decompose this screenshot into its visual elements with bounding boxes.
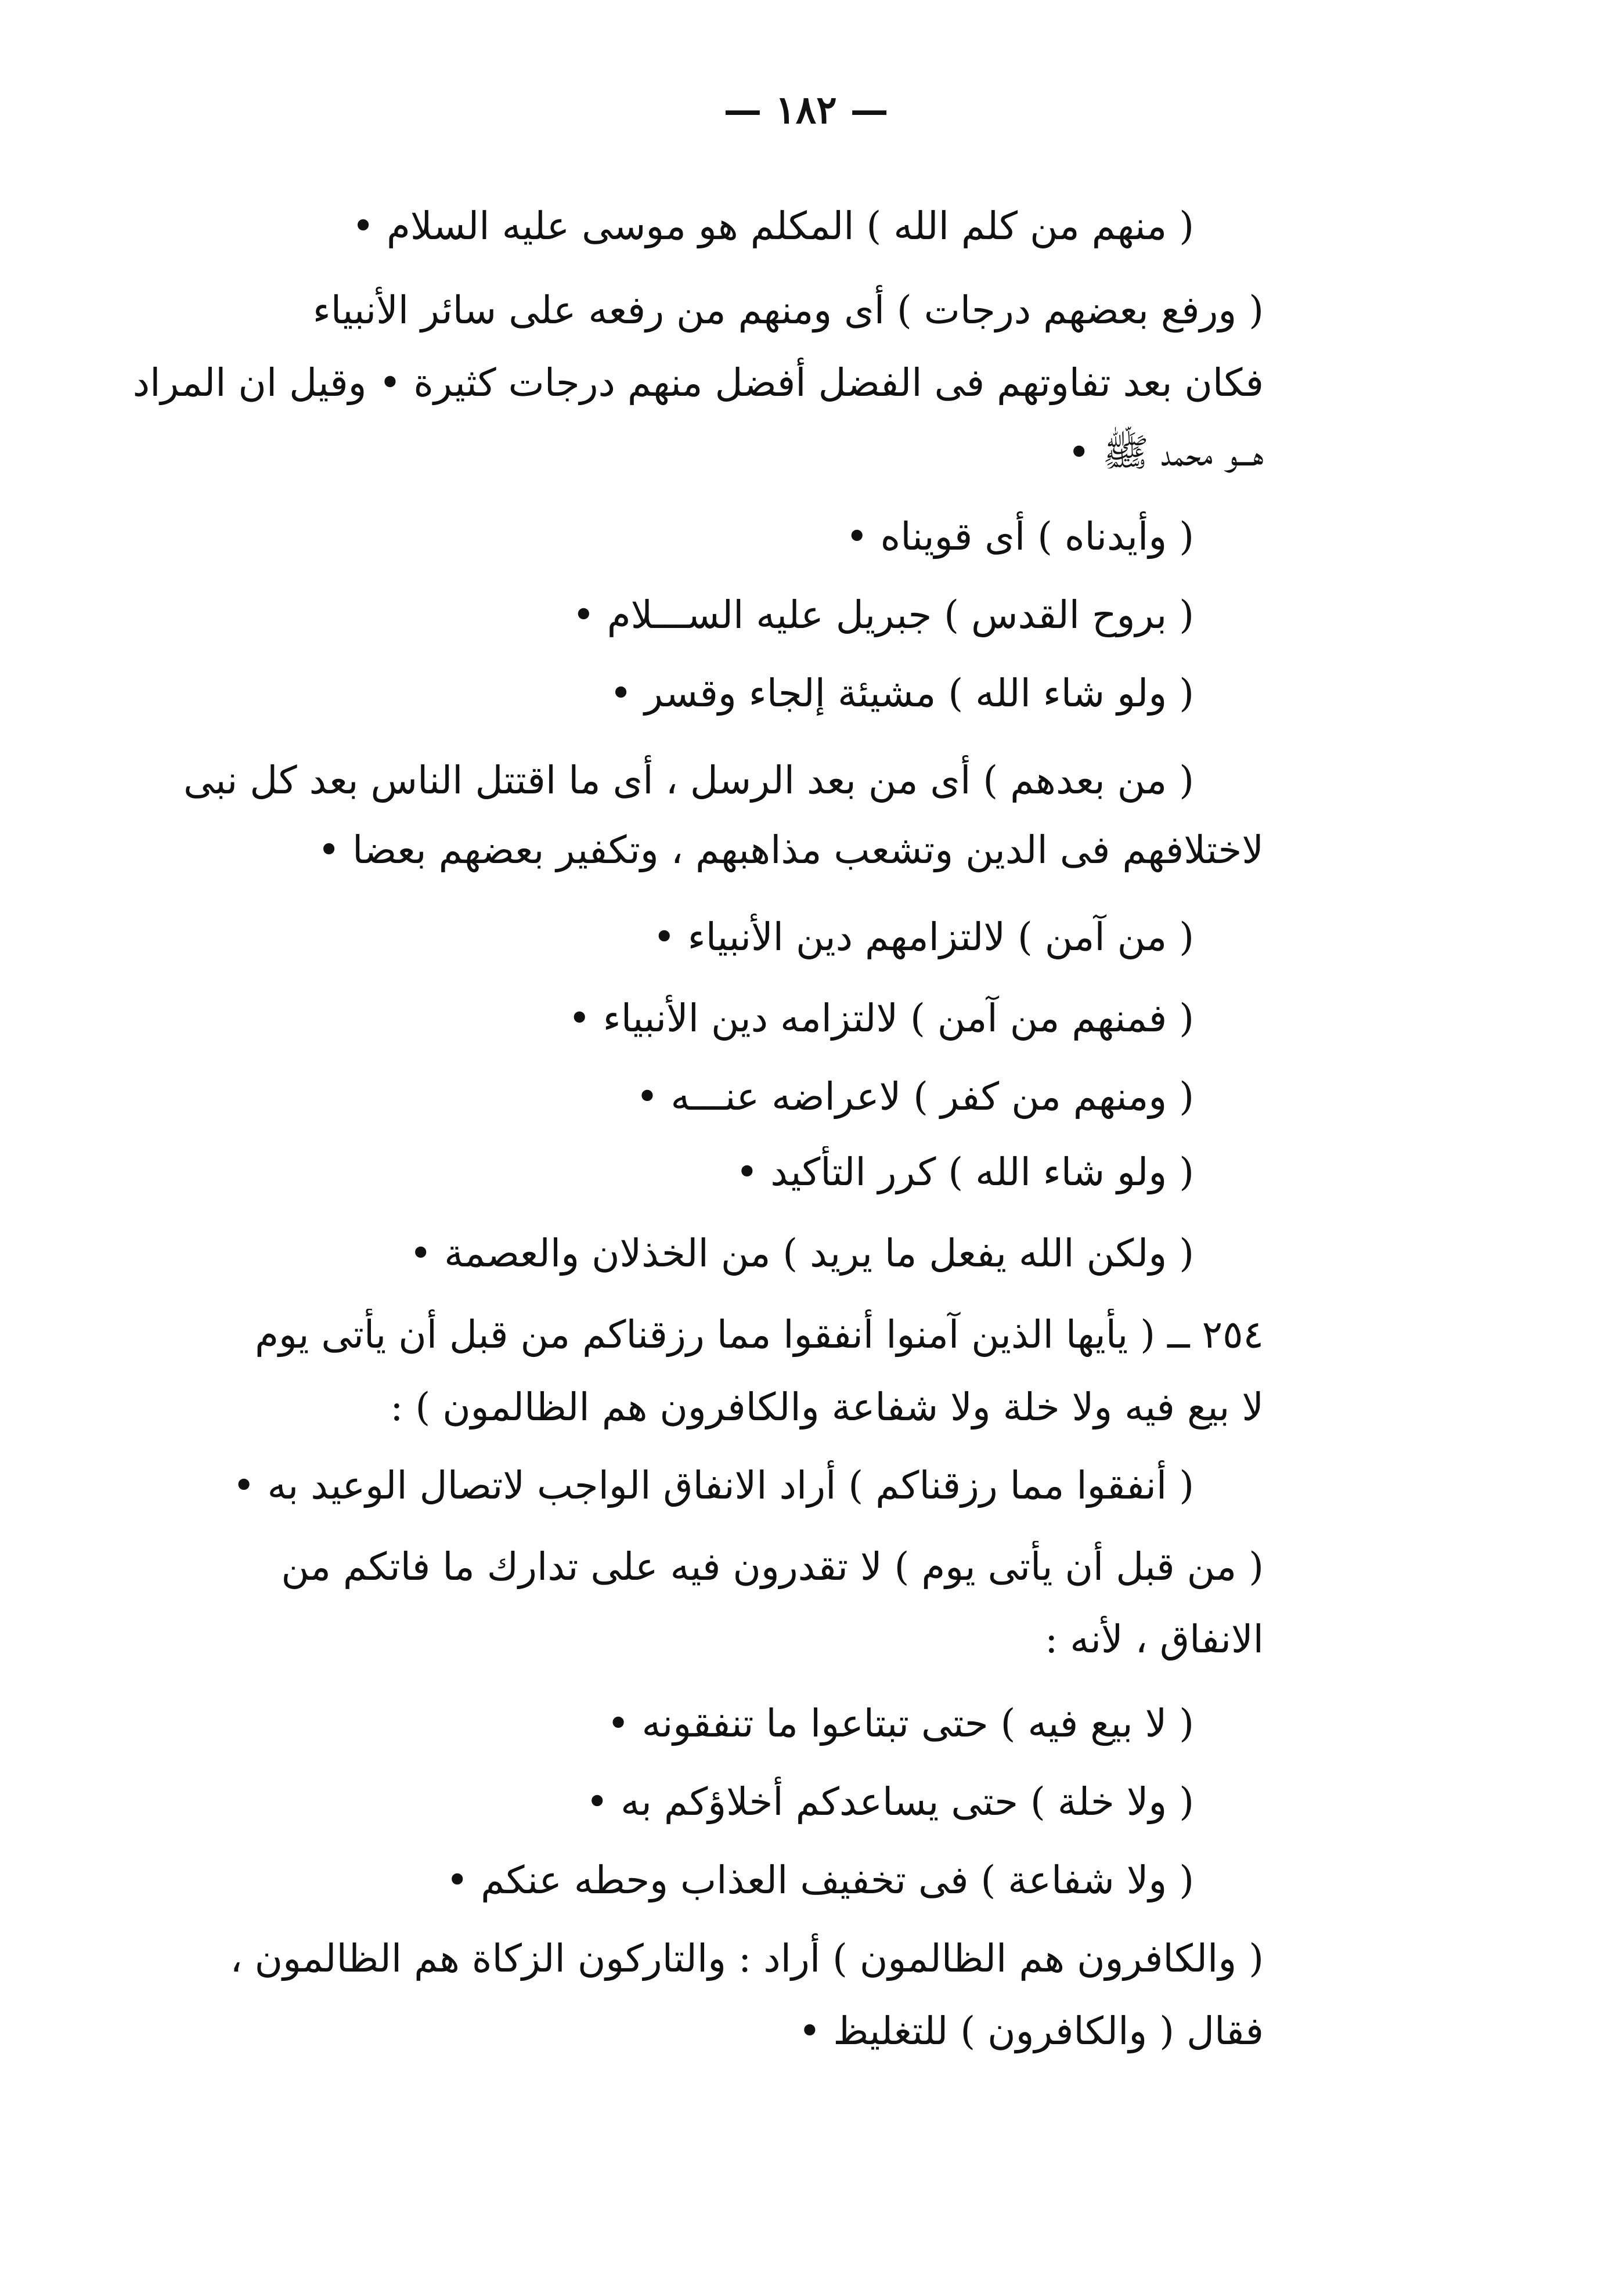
text-line: ( من آمن ) لالتزامهم دين الأنبياء •	[652, 915, 1194, 959]
text-line: ( ولكن الله يفعل ما يريد ) من الخذلان والعصمة •	[409, 1231, 1194, 1276]
page-number: — ١٨٢ —	[723, 87, 889, 132]
text-line: هـــو محمد ﷺ •	[1068, 430, 1264, 475]
text-line: ( ولا شفاعة ) فى تخفيف العذاب وحطه عنكم •	[446, 1858, 1194, 1902]
text-line: ( ومنهم من كفر ) لاعراضه عنـــه •	[636, 1074, 1194, 1119]
text-line: ( ولو شاء الله ) مشيئة إلجاء وقسر •	[610, 671, 1194, 716]
text-line: ( أنفقوا مما رزقناكم ) أراد الانفاق الواجب لاتصال الوعيد به •	[232, 1463, 1194, 1508]
text-line: ( ولو شاء الله ) كرر التأكيد •	[735, 1150, 1194, 1194]
text-line: لاختلافهم فى الدين وتشعب مذاهبهم ، وتكفير بعضهم بعضا •	[318, 828, 1264, 872]
text-line: ( ولا خلة ) حتى يساعدكم أخلاؤكم به •	[586, 1779, 1194, 1824]
text-line: الانفاق ، لأنه :	[1045, 1617, 1264, 1662]
text-line: ٢٥٤ ــ ( يأيها الذين آمنوا أنفقوا مما رزقناكم من قبل أن يأتى يوم	[255, 1312, 1264, 1357]
text-line: ( من بعدهم ) أى من بعد الرسل ، أى ما اقتتل الناس بعد كل نبى	[183, 758, 1194, 803]
text-line: ( فمنهم من آمن ) لالتزامه دين الأنبياء •	[568, 996, 1194, 1041]
text-line: ( بروح القدس ) جبريل عليه الســـلام •	[572, 593, 1194, 637]
text-line: ( والكافرون هم الظالمون ) أراد : والتاركون الزكاة هم الظالمون ،	[230, 1936, 1264, 1981]
text-line: ( ورفع بعضهم درجات ) أى ومنهم من رفعه على سائر الأنبياء	[312, 288, 1264, 333]
text-line: لا بيع فيه ولا خلة ولا شفاعة والكافرون هم الظالمون ) :	[390, 1385, 1264, 1429]
text-line: فكان بعد تفاوتهم فى الفضل أفضل منهم درجات كثيرة • وقيل ان المراد	[132, 360, 1264, 405]
text-line: فقال ( والكافرون ) للتغليظ •	[798, 2009, 1264, 2053]
text-line: ( وأيدناه ) أى قويناه •	[845, 514, 1194, 559]
text-line: ( لا بيع فيه ) حتى تبتاعوا ما تنفقونه •	[607, 1701, 1194, 1746]
text-line: ( منهم من كلم الله ) المكلم هو موسى عليه السلام •	[352, 204, 1194, 248]
text-line: ( من قبل أن يأتى يوم ) لا تقدرون فيه على تدارك ما فاتكم من	[281, 1544, 1264, 1589]
